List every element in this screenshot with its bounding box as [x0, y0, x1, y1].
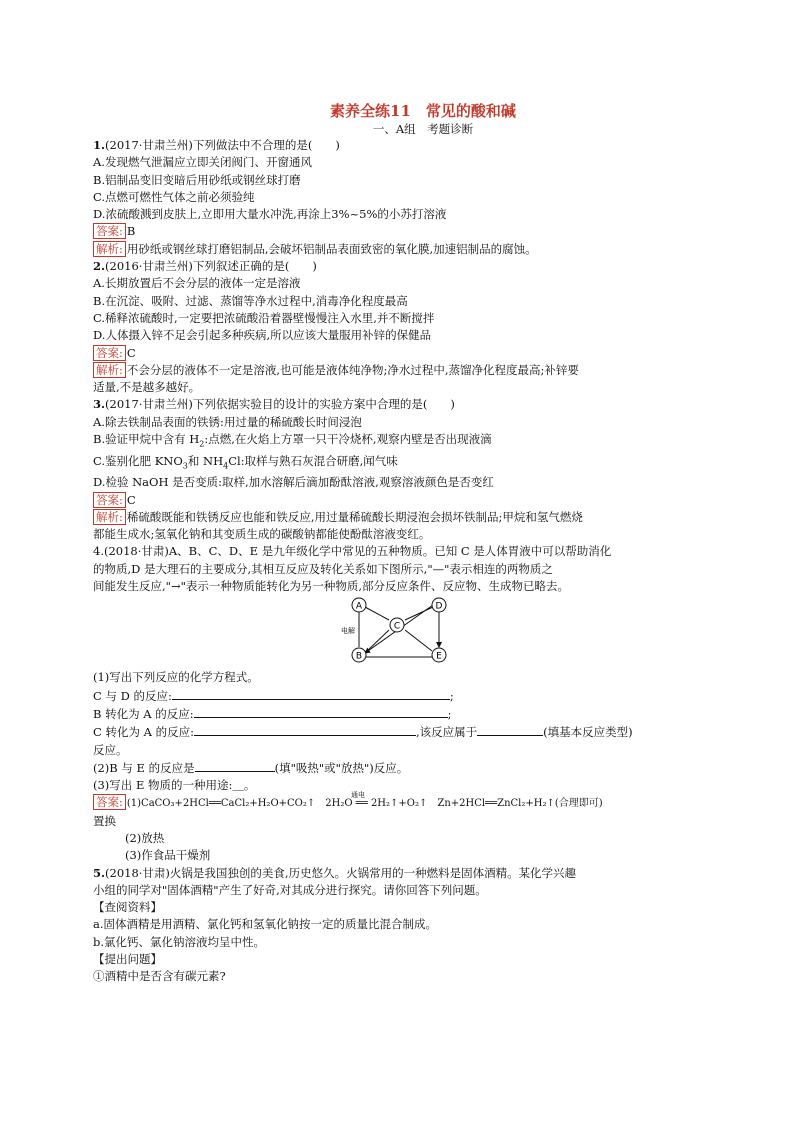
- option-c: C.鉴别化肥 $KNO_3$和 $NH_4Cl$:取样与熟石灰混合研磨,闻气味: [93, 453, 398, 470]
- question-4-stem-cont: 的物质,D 是大理石的主要成分,其相互反应及转化关系如下图所示,"—"表示相连的两物质之: [93, 561, 553, 576]
- analysis-line: 解析: 用砂纸或钢丝球打磨铝制品,会破坏铝制品表面致密的氧化膜,加速铝制品的腐蚀。: [93, 241, 713, 258]
- section-reference: 【查阅资料】: [93, 900, 162, 915]
- analysis-continuation: 都能生成水;氢氧化钠和其变质生成的碳酸钠都能使酚酞溶液变红。: [93, 527, 431, 542]
- reference-b: b.氯化钙、氯化钠溶液均呈中性。: [93, 934, 266, 949]
- answer-blank[interactable]: [194, 705, 448, 718]
- answer-line: [93, 345, 713, 362]
- reaction-diagram-svg: [339, 595, 459, 667]
- node-label: A: [355, 601, 363, 612]
- sub-question-1: (1)写出下列反应的化学方程式。: [93, 670, 259, 685]
- answer-line: [93, 492, 713, 509]
- node-d: [432, 598, 446, 612]
- node-label: E: [436, 651, 442, 662]
- page-title: 素养全练11 常见的酸和碱: [330, 102, 516, 120]
- node-label: B: [355, 651, 363, 662]
- blank-line-ca: C 转化为 A 的反应: ,该反应属于 (填基本反应类型): [93, 725, 633, 740]
- answer-blank[interactable]: [194, 723, 416, 736]
- option-d: D.检验 NaOH 是否变质:取样,加水溶解后滴加酚酞溶液,观察溶液颜色是否变红: [93, 475, 494, 490]
- edge-c-e: [405, 630, 432, 651]
- analysis-line: 解析: 稀硫酸既能和铁锈反应也能和铁反应,用过量稀硫酸长期浸泡会损坏铁制品;甲烷和氢气燃烧: [93, 509, 713, 526]
- question-4-stem-cont: 间能发生反应,"→"表示一种物质能转化为另一种物质,部分反应条件、反应物、生成物已略去。: [93, 579, 570, 594]
- answer-value: C: [126, 492, 136, 507]
- answer-continuation: 置换: [93, 813, 116, 828]
- node-b: [352, 648, 366, 662]
- node-e: [432, 648, 446, 662]
- answer-part-3: (3)作食品干燥剂: [125, 848, 211, 863]
- question-4-stem: 4.(2018·甘肃)A、B、C、D、E 是九年级化学中常见的五种物质。已知 C 是人体胃液中可以帮助消化: [93, 544, 612, 559]
- question-number: 1.: [93, 138, 106, 152]
- electrolysis-label: 电解: [341, 627, 355, 636]
- option-c: C.稀释浓硫酸时,一定要把浓硫酸沿着器壁慢慢注入水里,并不断搅拌: [93, 310, 435, 325]
- option-c: C.点燃可燃性气体之前必须验纯: [93, 189, 255, 204]
- sub-question-3: (3)写出 E 物质的一种用途:＿。: [93, 778, 256, 793]
- section-heading: 一、A组 考题诊断: [372, 122, 474, 136]
- analysis-tag: 解析:: [93, 362, 126, 378]
- option-b: B.在沉淀、吸附、过滤、蒸馏等净水过程中,消毒净化程度最高: [93, 293, 408, 308]
- reference-a: a.固体酒精是用酒精、氯化钙和氢氧化钠按一定的质量比混合制成。: [93, 917, 438, 932]
- answer-part-2: (2)放热: [125, 830, 165, 845]
- option-b: B.验证甲烷中含有 $H_2$:点燃,在火焰上方罩一只干冷烧杯,观察内壁是否出现液滴: [93, 432, 492, 449]
- answer-value: C: [126, 345, 136, 360]
- option-a: A.长期放置后不会分层的液体一定是溶液: [93, 276, 301, 291]
- node-label: D: [435, 601, 443, 612]
- answer-tag: 答案:: [93, 223, 126, 239]
- answer-equations: (1)CaCO₃+2HCl══CaCl₂+H₂O+CO₂↑ 2H₂O ══ 2H₂↑+O₂↑ Zn+2HCl══ZnCl₂+H₂↑(合理即可): [126, 798, 603, 810]
- node-a: [352, 598, 366, 612]
- question-1-stem: 1.(2017·甘肃兰州)下列做法中不合理的是( ): [93, 138, 340, 152]
- analysis-line: 解析: 不会分层的液体不一定是溶液,也可能是液体纯净物;净水过程中,蒸馏净化程度最高;补锌要: [93, 362, 713, 379]
- answer-blank[interactable]: [172, 687, 450, 700]
- node-c: [390, 618, 404, 632]
- option-a: A.发现燃气泄漏应立即关闭阀门、开窗通风: [93, 155, 312, 170]
- blank-line-ba: B 转化为 A 的反应: ;: [93, 706, 452, 721]
- answer-tag: 答案:: [93, 794, 126, 810]
- answer-tag: 答案:: [93, 345, 126, 361]
- section-question: 【提出问题】: [93, 952, 162, 967]
- condition-label: 通电: [351, 791, 365, 800]
- blank-line-ca-tail: 反应。: [93, 742, 128, 757]
- blank-line-cd: C 与 D 的反应: ;: [93, 688, 454, 703]
- option-d: D.人体摄入锌不足会引起多种疾病,所以应该大量服用补锌的保健品: [93, 328, 432, 343]
- question-3-stem: 3.(2017·甘肃兰州)下列依据实验目的设计的实验方案中合理的是( ): [93, 397, 455, 412]
- option-a: A.除去铁制品表面的铁锈:用过量的稀硫酸长时间浸泡: [93, 414, 362, 429]
- worksheet-page: [93, 100, 713, 986]
- sub-question-2: (2)B 与 E 的反应是 (填"吸热"或"放热")反应。: [93, 760, 409, 775]
- answer-line: [93, 791, 713, 812]
- reaction-diagram: [93, 595, 713, 669]
- answer-tag: 答案:: [93, 492, 126, 508]
- option-b: B.铝制品变旧变暗后用砂纸或钢丝球打磨: [93, 172, 301, 187]
- node-label: C: [393, 621, 401, 632]
- edge-c-d: [405, 607, 433, 620]
- edge-b-c: [365, 630, 389, 653]
- question-item-1: ①酒精中是否含有碳元素?: [93, 969, 226, 984]
- option-d: D.浓硫酸溅到皮肤上,立即用大量水冲洗,再涂上3%~5%的小苏打溶液: [93, 207, 447, 222]
- analysis-tag: 解析:: [93, 241, 126, 257]
- analysis-tag: 解析:: [93, 509, 126, 525]
- edge-c-to-a: [365, 607, 389, 620]
- analysis-continuation: 适量,不是越多越好。: [93, 380, 201, 395]
- answer-value: B: [126, 224, 136, 239]
- reaction-type-blank[interactable]: [477, 723, 543, 736]
- question-5-stem-cont: 小组的同学对"固体酒精"产生了好奇,对其成分进行探究。请你回答下列问题。: [93, 882, 487, 897]
- question-5-stem: 5.(2018·甘肃)火锅是我国独创的美食,历史悠久。火锅常用的一种燃料是固体酒精。某化学兴趣: [93, 865, 577, 880]
- question-2-stem: 2.(2016·甘肃兰州)下列叙述正确的是( ): [93, 259, 317, 274]
- answer-blank[interactable]: [195, 759, 275, 772]
- answer-line: [93, 223, 713, 240]
